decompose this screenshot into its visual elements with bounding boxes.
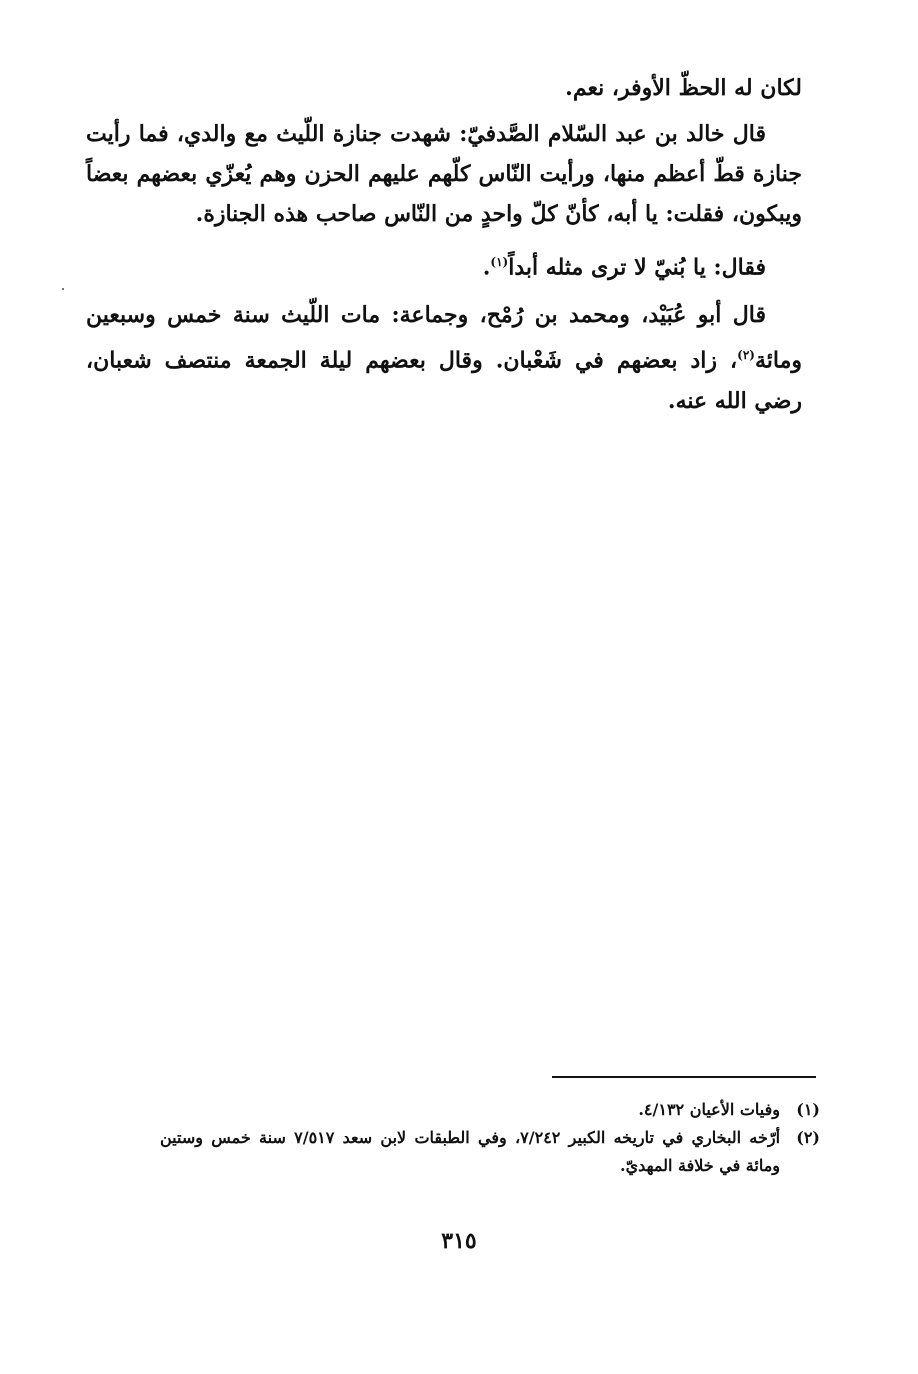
footnote-number: (١) xyxy=(796,1100,820,1119)
reply-end: . xyxy=(482,254,491,281)
footnote-item xyxy=(160,1096,820,1124)
footnote-ref-1[interactable]: (١) xyxy=(490,255,509,269)
footnote-number: (٢) xyxy=(796,1128,820,1147)
footnote-text: أرّخه البخاري في تاريخه الكبير ٧/٢٤٢، وفي الطبقات لابن سعد ٧/٥١٧ سنة خمس وستين ومائة في خلافة المهديّ. xyxy=(160,1128,781,1175)
footnote-text: وفيات الأعيان ٤/١٣٢. xyxy=(638,1100,780,1119)
page-number: ٣١٥ xyxy=(441,1228,477,1254)
paragraph-death xyxy=(86,295,802,420)
reply-text: فقال: يا بُنيّ لا ترى مثله أبداً xyxy=(508,254,766,281)
margin-mark xyxy=(62,288,64,290)
main-text xyxy=(86,68,802,429)
footnote-item xyxy=(160,1124,820,1180)
footnote-ref-2[interactable]: (٢) xyxy=(737,348,755,363)
death-text-1: قال أبو عُبَيْد، ومحمد بن رُمْح، وجماعة: مات اللّيث سنة خمس وسبعين ومائة xyxy=(86,302,802,374)
footnote-divider xyxy=(552,1076,816,1078)
footnotes xyxy=(160,1096,820,1180)
paragraph-reply xyxy=(86,242,802,287)
opening-line: لكان له الحظّ الأوفر، نعم. xyxy=(565,75,802,101)
death-text-2: ، زاد بعضهم في شَعْبان. وقال بعضهم ليلة الجمعة منتصف شعبان، رضي الله عنه. xyxy=(86,347,802,414)
paragraph-khalid: قال خالد بن عبد السّلام الصَّدفيّ: شهدت جنازة اللّيث مع والدي، فما رأيت جنازة قطّ أعظم منها، ورأيت النّاس كلّهم عليهم الحزن وهم يُعزّي بعضهم بعضاً ويبكون، فقلت: يا أبه، كأنّ كلّ واحدٍ من النّاس صاحب هذه الجنازة. xyxy=(86,121,802,227)
